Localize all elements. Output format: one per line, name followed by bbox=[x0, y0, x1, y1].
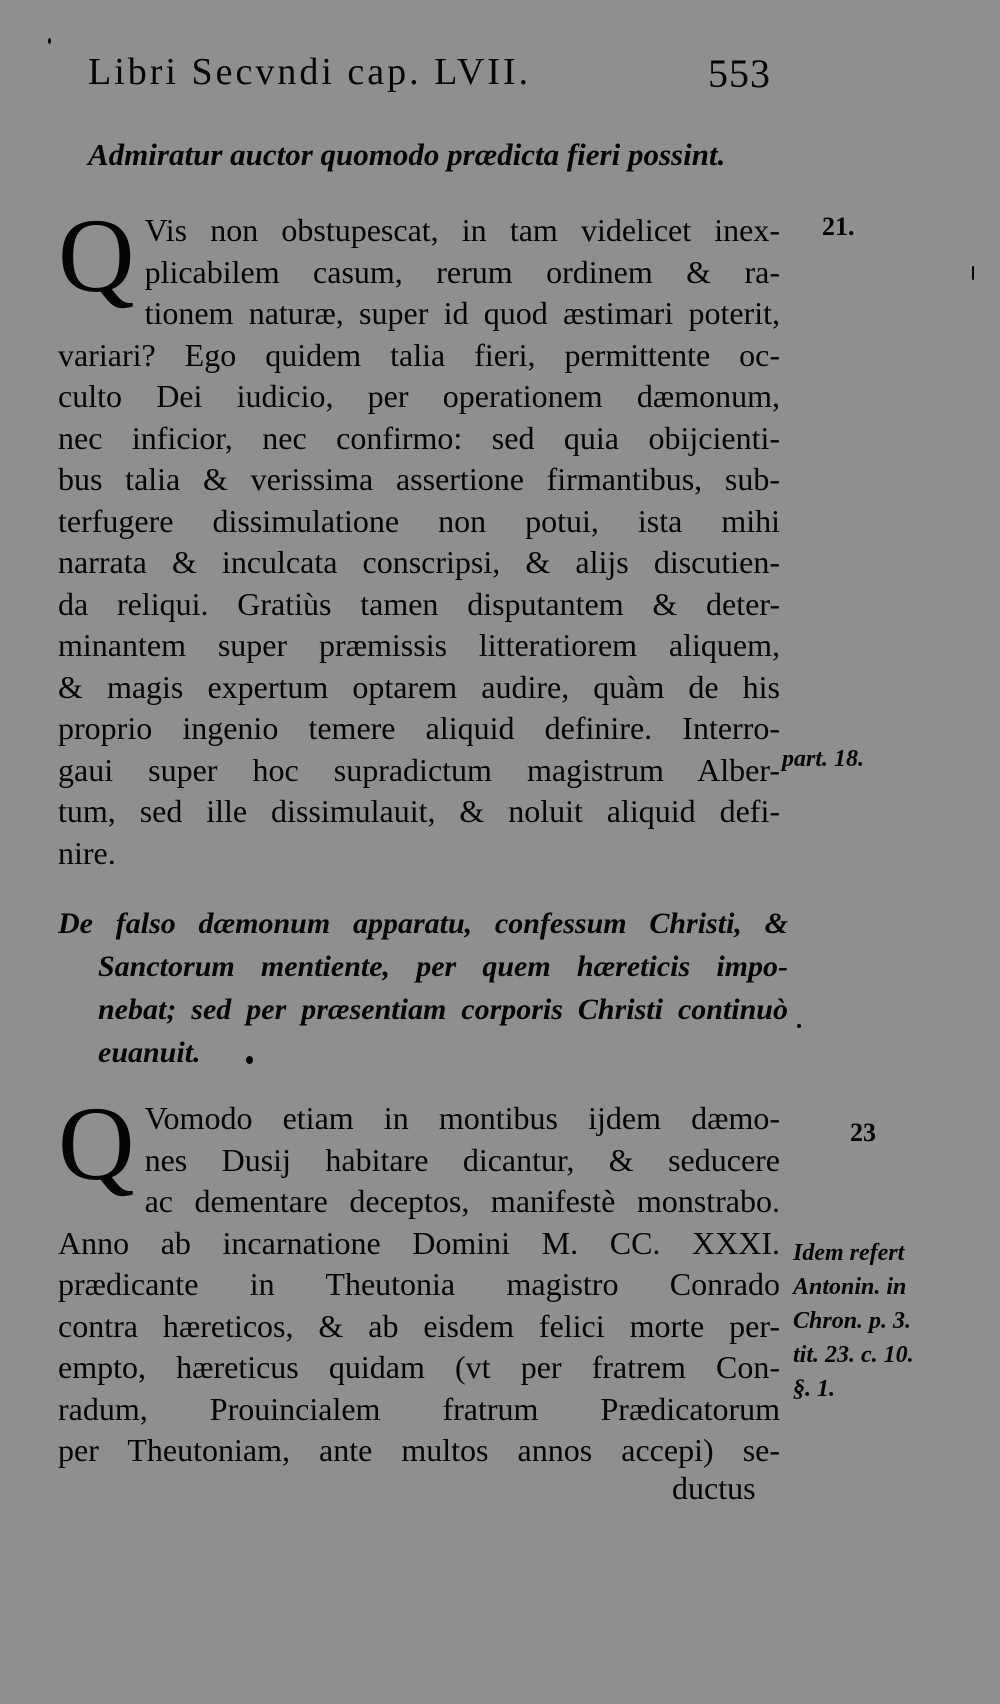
text-line: tum, sed ille dissimulauit, & noluit aliquid defi- bbox=[58, 793, 780, 829]
text-line: contra hæreticos, & ab eisdem felici morte per- bbox=[58, 1307, 780, 1344]
text-line: empto, hæreticus quidam (vt per fratrem Con- bbox=[58, 1349, 780, 1385]
marginal-note-line: Idem refert bbox=[793, 1240, 905, 1266]
marginal-note: part. 18. bbox=[782, 746, 865, 772]
marginal-note-line: §. 1. bbox=[793, 1376, 835, 1402]
section-body-paragraph bbox=[58, 1085, 780, 1472]
text-line: culto Dei iudicio, per operationem dæmonum, bbox=[58, 378, 780, 414]
drop-cap: Q bbox=[58, 197, 135, 314]
text-line: plicabilem casum, rerum ordinem & ra- bbox=[144, 253, 780, 290]
rubric-line: De falso dæmonum apparatu, confessum Christi, & bbox=[58, 907, 788, 940]
text-line: radum, Prouincialem fratrum Prædicatorum bbox=[58, 1390, 780, 1427]
text-line: Anno ab incarnatione Domini M. CC. XXXI. bbox=[58, 1224, 780, 1261]
text-line: prædicante in Theutonia magistro Conrado bbox=[58, 1266, 780, 1302]
rubric-line: Sanctorum mentiente, per quem hæreticis impo- bbox=[98, 950, 788, 983]
text-line: narrata & inculcata conscripsi, & alijs discutien- bbox=[58, 544, 780, 580]
page-number: 553 bbox=[708, 51, 771, 96]
text-line: tionem naturæ, super id quod æstimari poterit, bbox=[144, 295, 780, 331]
rubric-line: euanuit. bbox=[98, 1036, 201, 1069]
text-line: ac dementare deceptos, manifestè monstrabo. bbox=[144, 1183, 780, 1219]
text-line: bus talia & verissima assertione firmantibus, sub- bbox=[58, 461, 780, 497]
text-line: & magis expertum optarem audire, quàm de his bbox=[58, 668, 780, 705]
ink-speck bbox=[48, 38, 51, 44]
text-line: gaui super hoc supradictum magistrum Alber- bbox=[58, 751, 780, 788]
text-line: per Theutoniam, ante multos annos accepi) se- bbox=[58, 1432, 780, 1468]
section-body-paragraph bbox=[58, 197, 780, 874]
text-line: nes Dusij habitare dicantur, & seducere bbox=[144, 1141, 780, 1178]
text-line: nec inficior, nec confirmo: sed quia obijcienti- bbox=[58, 419, 780, 456]
running-head-title: Libri Secvndi cap. LVII. bbox=[88, 51, 532, 93]
rubric-line: nebat; sed per præsentiam corporis Christi continuò bbox=[98, 993, 788, 1026]
ink-speck bbox=[246, 1056, 253, 1064]
text-line: proprio ingenio temere aliquid definire. Interro- bbox=[58, 710, 780, 746]
ink-speck bbox=[972, 266, 974, 280]
running-head bbox=[88, 50, 788, 102]
section-rubric bbox=[58, 902, 788, 1074]
drop-cap: Q bbox=[58, 1085, 135, 1202]
text-line: Vis non obstupescat, in tam videlicet inex- bbox=[144, 212, 780, 248]
text-line: da reliqui. Gratiùs tamen disputantem & deter- bbox=[58, 585, 780, 622]
text-line: terfugere dissimulatione non potui, ista mihi bbox=[58, 502, 780, 539]
marginal-note bbox=[793, 1236, 914, 1406]
margin-section-number: 23 bbox=[850, 1118, 876, 1147]
marginal-note-line: Chron. p. 3. bbox=[793, 1308, 912, 1334]
catchword: ductus bbox=[672, 1470, 756, 1506]
text-line: nire. bbox=[58, 834, 116, 871]
text-line: minantem super præmissis litteratiorem aliquem, bbox=[58, 627, 780, 663]
marginal-note-line: Antonin. in bbox=[793, 1274, 907, 1300]
ink-speck bbox=[797, 1024, 801, 1028]
marginal-note-line: tit. 23. c. 10. bbox=[793, 1342, 914, 1368]
text-line: variari? Ego quidem talia fieri, permittente oc- bbox=[58, 336, 780, 373]
text-line: Vomodo etiam in montibus ijdem dæmo- bbox=[144, 1100, 780, 1136]
section-heading: Admiratur auctor quomodo prædicta fieri possint. bbox=[88, 137, 726, 172]
margin-section-number: 21. bbox=[822, 212, 855, 241]
